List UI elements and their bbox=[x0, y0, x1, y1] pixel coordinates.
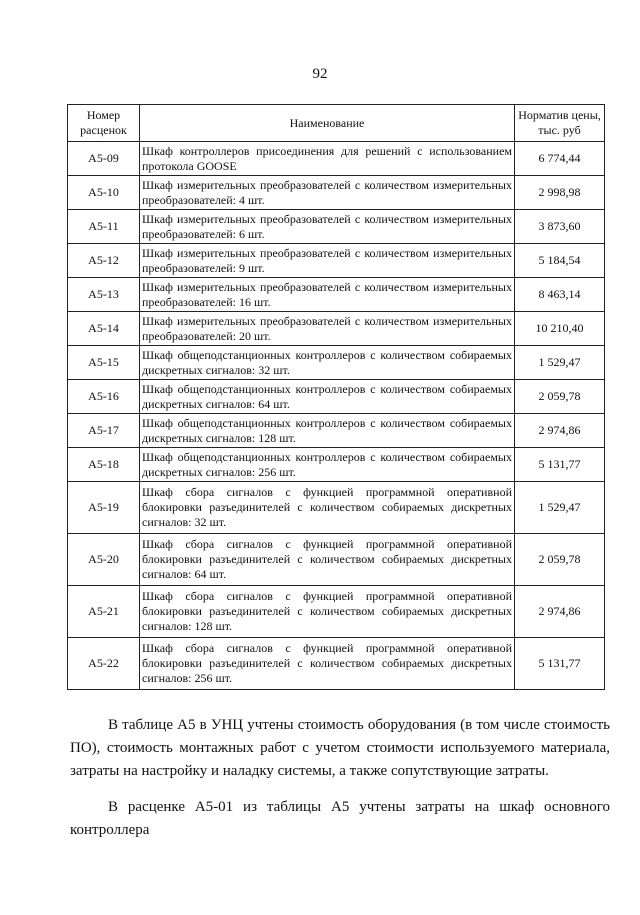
table-row bbox=[68, 312, 605, 346]
row-code: А5-18 bbox=[68, 448, 140, 482]
table-row bbox=[68, 448, 605, 482]
rates-table bbox=[67, 104, 605, 690]
table-body bbox=[68, 142, 605, 690]
row-name: Шкаф контроллеров присоединения для решений с использованием протокола GOOSE bbox=[140, 142, 515, 176]
page-number: 92 bbox=[312, 66, 328, 82]
table-header-row bbox=[68, 105, 605, 142]
row-price: 1 529,47 bbox=[515, 482, 605, 534]
row-code: А5-20 bbox=[68, 534, 140, 586]
row-code: А5-19 bbox=[68, 482, 140, 534]
row-name: Шкаф сбора сигналов с функцией программной оперативной блокировки разъединителей с количеством собираемых дискретных сигналов: 256 шт. bbox=[140, 638, 515, 690]
row-name: Шкаф измерительных преобразователей с количеством измерительных преобразователей: 6 шт. bbox=[140, 210, 515, 244]
row-name: Шкаф сбора сигналов с функцией программной оперативной блокировки разъединителей с количеством собираемых дискретных сигналов: 128 шт. bbox=[140, 586, 515, 638]
row-code: А5-16 bbox=[68, 380, 140, 414]
row-code: А5-17 bbox=[68, 414, 140, 448]
row-code: А5-21 bbox=[68, 586, 140, 638]
row-name: Шкаф общеподстанционных контроллеров с количеством собираемых дискретных сигналов: 128 шт. bbox=[140, 414, 515, 448]
row-code: А5-15 bbox=[68, 346, 140, 380]
table-row bbox=[68, 244, 605, 278]
row-price: 5 184,54 bbox=[515, 244, 605, 278]
row-price: 5 131,77 bbox=[515, 638, 605, 690]
row-code: А5-09 bbox=[68, 142, 140, 176]
row-name: Шкаф измерительных преобразователей с количеством измерительных преобразователей: 16 шт. bbox=[140, 278, 515, 312]
row-price: 2 059,78 bbox=[515, 380, 605, 414]
table-row bbox=[68, 278, 605, 312]
row-name: Шкаф измерительных преобразователей с количеством измерительных преобразователей: 20 шт. bbox=[140, 312, 515, 346]
row-price: 1 529,47 bbox=[515, 346, 605, 380]
table-row bbox=[68, 482, 605, 534]
row-name: Шкаф общеподстанционных контроллеров с количеством собираемых дискретных сигналов: 64 шт. bbox=[140, 380, 515, 414]
row-name: Шкаф измерительных преобразователей с количеством измерительных преобразователей: 9 шт. bbox=[140, 244, 515, 278]
row-price: 2 974,86 bbox=[515, 586, 605, 638]
row-code: А5-13 bbox=[68, 278, 140, 312]
table-row bbox=[68, 534, 605, 586]
table-row bbox=[68, 142, 605, 176]
row-price: 3 873,60 bbox=[515, 210, 605, 244]
row-name: Шкаф сбора сигналов с функцией программной оперативной блокировки разъединителей с количеством собираемых дискретных сигналов: 32 шт. bbox=[140, 482, 515, 534]
row-name: Шкаф общеподстанционных контроллеров с количеством собираемых дискретных сигналов: 32 шт. bbox=[140, 346, 515, 380]
row-name: Шкаф измерительных преобразователей с количеством измерительных преобразователей: 4 шт. bbox=[140, 176, 515, 210]
row-price: 2 974,86 bbox=[515, 414, 605, 448]
table-row bbox=[68, 638, 605, 690]
row-code: А5-22 bbox=[68, 638, 140, 690]
header-code: Номер расценок bbox=[68, 105, 140, 142]
row-price: 10 210,40 bbox=[515, 312, 605, 346]
row-price: 8 463,14 bbox=[515, 278, 605, 312]
row-code: А5-14 bbox=[68, 312, 140, 346]
paragraph-2: В расценке А5-01 из таблицы А5 учтены затраты на шкаф основного контроллера bbox=[70, 799, 610, 838]
table-row bbox=[68, 346, 605, 380]
row-code: А5-11 bbox=[68, 210, 140, 244]
table-row bbox=[68, 414, 605, 448]
row-price: 6 774,44 bbox=[515, 142, 605, 176]
header-price: Норматив цены, тыс. руб bbox=[515, 105, 605, 142]
row-code: А5-10 bbox=[68, 176, 140, 210]
paragraph-1: В таблице А5 в УНЦ учтены стоимость оборудования (в том числе стоимость ПО), стоимость монтажных работ с учетом стоимости используемого материала, затраты на настройку и наладку системы, а также сопутствующие затраты. bbox=[70, 717, 610, 779]
row-name: Шкаф общеподстанционных контроллеров с количеством собираемых дискретных сигналов: 256 шт. bbox=[140, 448, 515, 482]
header-name: Наименование bbox=[140, 105, 515, 142]
row-name: Шкаф сбора сигналов с функцией программной оперативной блокировки разъединителей с количеством собираемых дискретных сигналов: 64 шт. bbox=[140, 534, 515, 586]
table-row bbox=[68, 586, 605, 638]
row-price: 2 998,98 bbox=[515, 176, 605, 210]
table-row bbox=[68, 380, 605, 414]
row-code: А5-12 bbox=[68, 244, 140, 278]
table-row bbox=[68, 210, 605, 244]
table-row bbox=[68, 176, 605, 210]
row-price: 2 059,78 bbox=[515, 534, 605, 586]
row-price: 5 131,77 bbox=[515, 448, 605, 482]
